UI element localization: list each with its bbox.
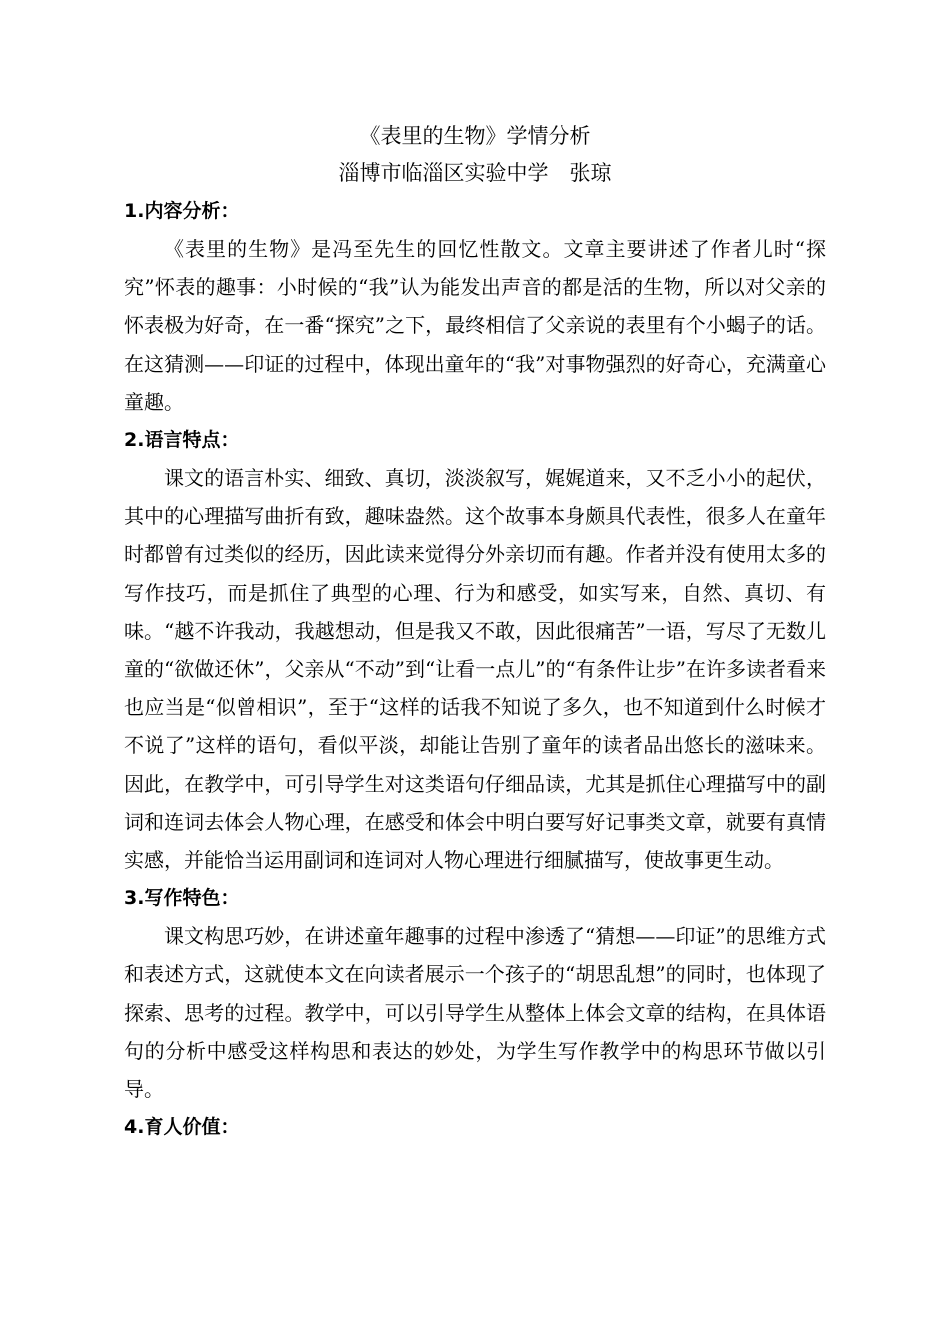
section-writing-features — [124, 879, 826, 1108]
section-heading: 4.育人价值： — [124, 1116, 240, 1139]
document-author: 淄博市临淄区实验中学 张琼 — [338, 161, 612, 185]
section-educational-value — [124, 1108, 826, 1146]
document-title: 《表里的生物》学情分析 — [359, 124, 591, 148]
section-paragraph: 课文构思巧妙，在讲述童年趣事的过程中渗透了“猜想——印证”的思维方式和表述方式，这就使本文在向读者展示一个孩子的“胡思乱想”的同时，也体现了探索、思考的过程。教学中，可以引导学生从整体上体会文章的结构，在具体语句的分析中感受这样构思和表达的妙处，为学生写作教学中的构思环节做以引导。 — [124, 924, 826, 1102]
section-heading: 1.内容分析： — [124, 200, 240, 222]
section-paragraph: 《表里的生物》是冯至先生的回忆性散文。文章主要讲述了作者儿时“探究”怀表的趣事：小时候的“我”认为能发出声音的都是活的生物，所以对父亲的怀表极为好奇，在一番“探究”之下，最终相信了父亲说的表里有个小蝎子的话。在这猜测——印证的过程中，体现出童年的“我”对事物强烈的好奇心，充满童心童趣。 — [124, 237, 826, 414]
section-heading: 3.写作特色： — [124, 887, 240, 910]
document-page — [124, 118, 826, 1146]
section-heading: 2.语言特点： — [124, 429, 240, 452]
section-content-analysis — [124, 192, 826, 421]
section-paragraph: 课文的语言朴实、细致、真切，淡淡叙写，娓娓道来，又不乏小小的起伏，其中的心理描写曲折有致，趣味盎然。这个故事本身颇具代表性，很多人在童年时都曾有过类似的经历，因此读来觉得分外亲切而有趣。作者并没有使用太多的写作技巧，而是抓住了典型的心理、行为和感受，如实写来，自然、真切、有味。“越不许我动，我越想动，但是我又不敢，因此很痛苦”一语，写尽了无数儿童的“欲做还休”，父亲从“不动”到“让看一点儿”的“有条件让步”在许多读者看来也应当是“似曾相识”，至于“这样的话我不知说了多久，也不知道到什么时候才不说了”这样的语句，看似平淡，却能让告别了童年的读者品出悠长的滋味来。因此，在教学中，可引导学生对这类语句仔细品读，尤其是抓住心理描写中的副词和连词去体会人物心理，在感受和体会中明白要写好记事类文章，就要有真情实感，并能恰当运用副词和连词对人物心理进行细腻描写，使故事更生动。 — [124, 466, 826, 873]
section-language-features — [124, 421, 826, 879]
